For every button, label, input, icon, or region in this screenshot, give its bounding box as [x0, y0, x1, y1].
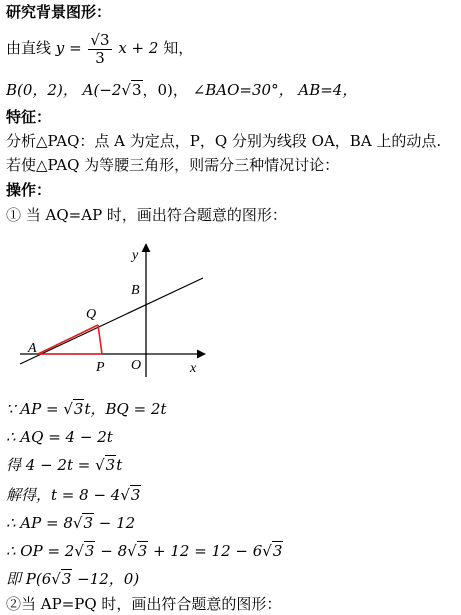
- solution-step-6: ∴ OP = 2√3 − 8√3 + 12 = 12 − 6√3: [6, 542, 283, 560]
- segment-pq: [98, 325, 102, 354]
- case-1-diagram: [0, 232, 461, 392]
- given-facts: B(0，2)， A(−2√3，0)， ∠BAO=30°， AB=4，: [6, 81, 358, 99]
- solution-step-4: 解得，t = 8 − 4√3: [6, 486, 141, 504]
- label-o: O: [131, 358, 142, 373]
- label-y: y: [132, 248, 139, 263]
- segment-aq: [38, 325, 98, 354]
- label-a: A: [28, 341, 37, 356]
- label-x: x: [190, 361, 197, 376]
- analysis-line-2: 若使△PAQ 为等腰三角形，则需分三种情况讨论：: [6, 156, 340, 174]
- solution-step-7: 即 P(6√3 −12，0): [6, 570, 140, 588]
- case-1-heading: ① 当 AQ=AP 时，画出符合题意的图形：: [6, 206, 287, 224]
- line-equation-statement: 由直线 y = $\frac{√3}{3}$ x + 2 知，: [6, 31, 194, 67]
- slope-fraction: $\frac{√3}{3}$: [90, 31, 110, 67]
- solution-step-3: 得 4 − 2t = √3t: [6, 456, 123, 474]
- line-ab: [20, 278, 203, 364]
- case-2-heading: ②当 AP=PQ 时，画出符合题意的图形：: [6, 595, 282, 613]
- solution-step-1: ∵ AP = √3t，BQ = 2t: [6, 400, 167, 418]
- label-q: Q: [86, 307, 97, 322]
- solution-step-2: ∴ AQ = 4 − 2t: [6, 428, 113, 446]
- section-title-background: 研究背景图形：: [6, 3, 112, 21]
- section-title-operation: 操作：: [6, 181, 52, 199]
- label-p: P: [96, 360, 105, 375]
- section-title-features: 特征：: [6, 108, 52, 126]
- label-b: B: [131, 283, 140, 298]
- analysis-line-1: 分析△PAQ：点 A 为定点，P，Q 分别为线段 OA，BA 上的动点.: [6, 132, 442, 150]
- solution-step-5: ∴ AP = 8√3 − 12: [6, 514, 136, 532]
